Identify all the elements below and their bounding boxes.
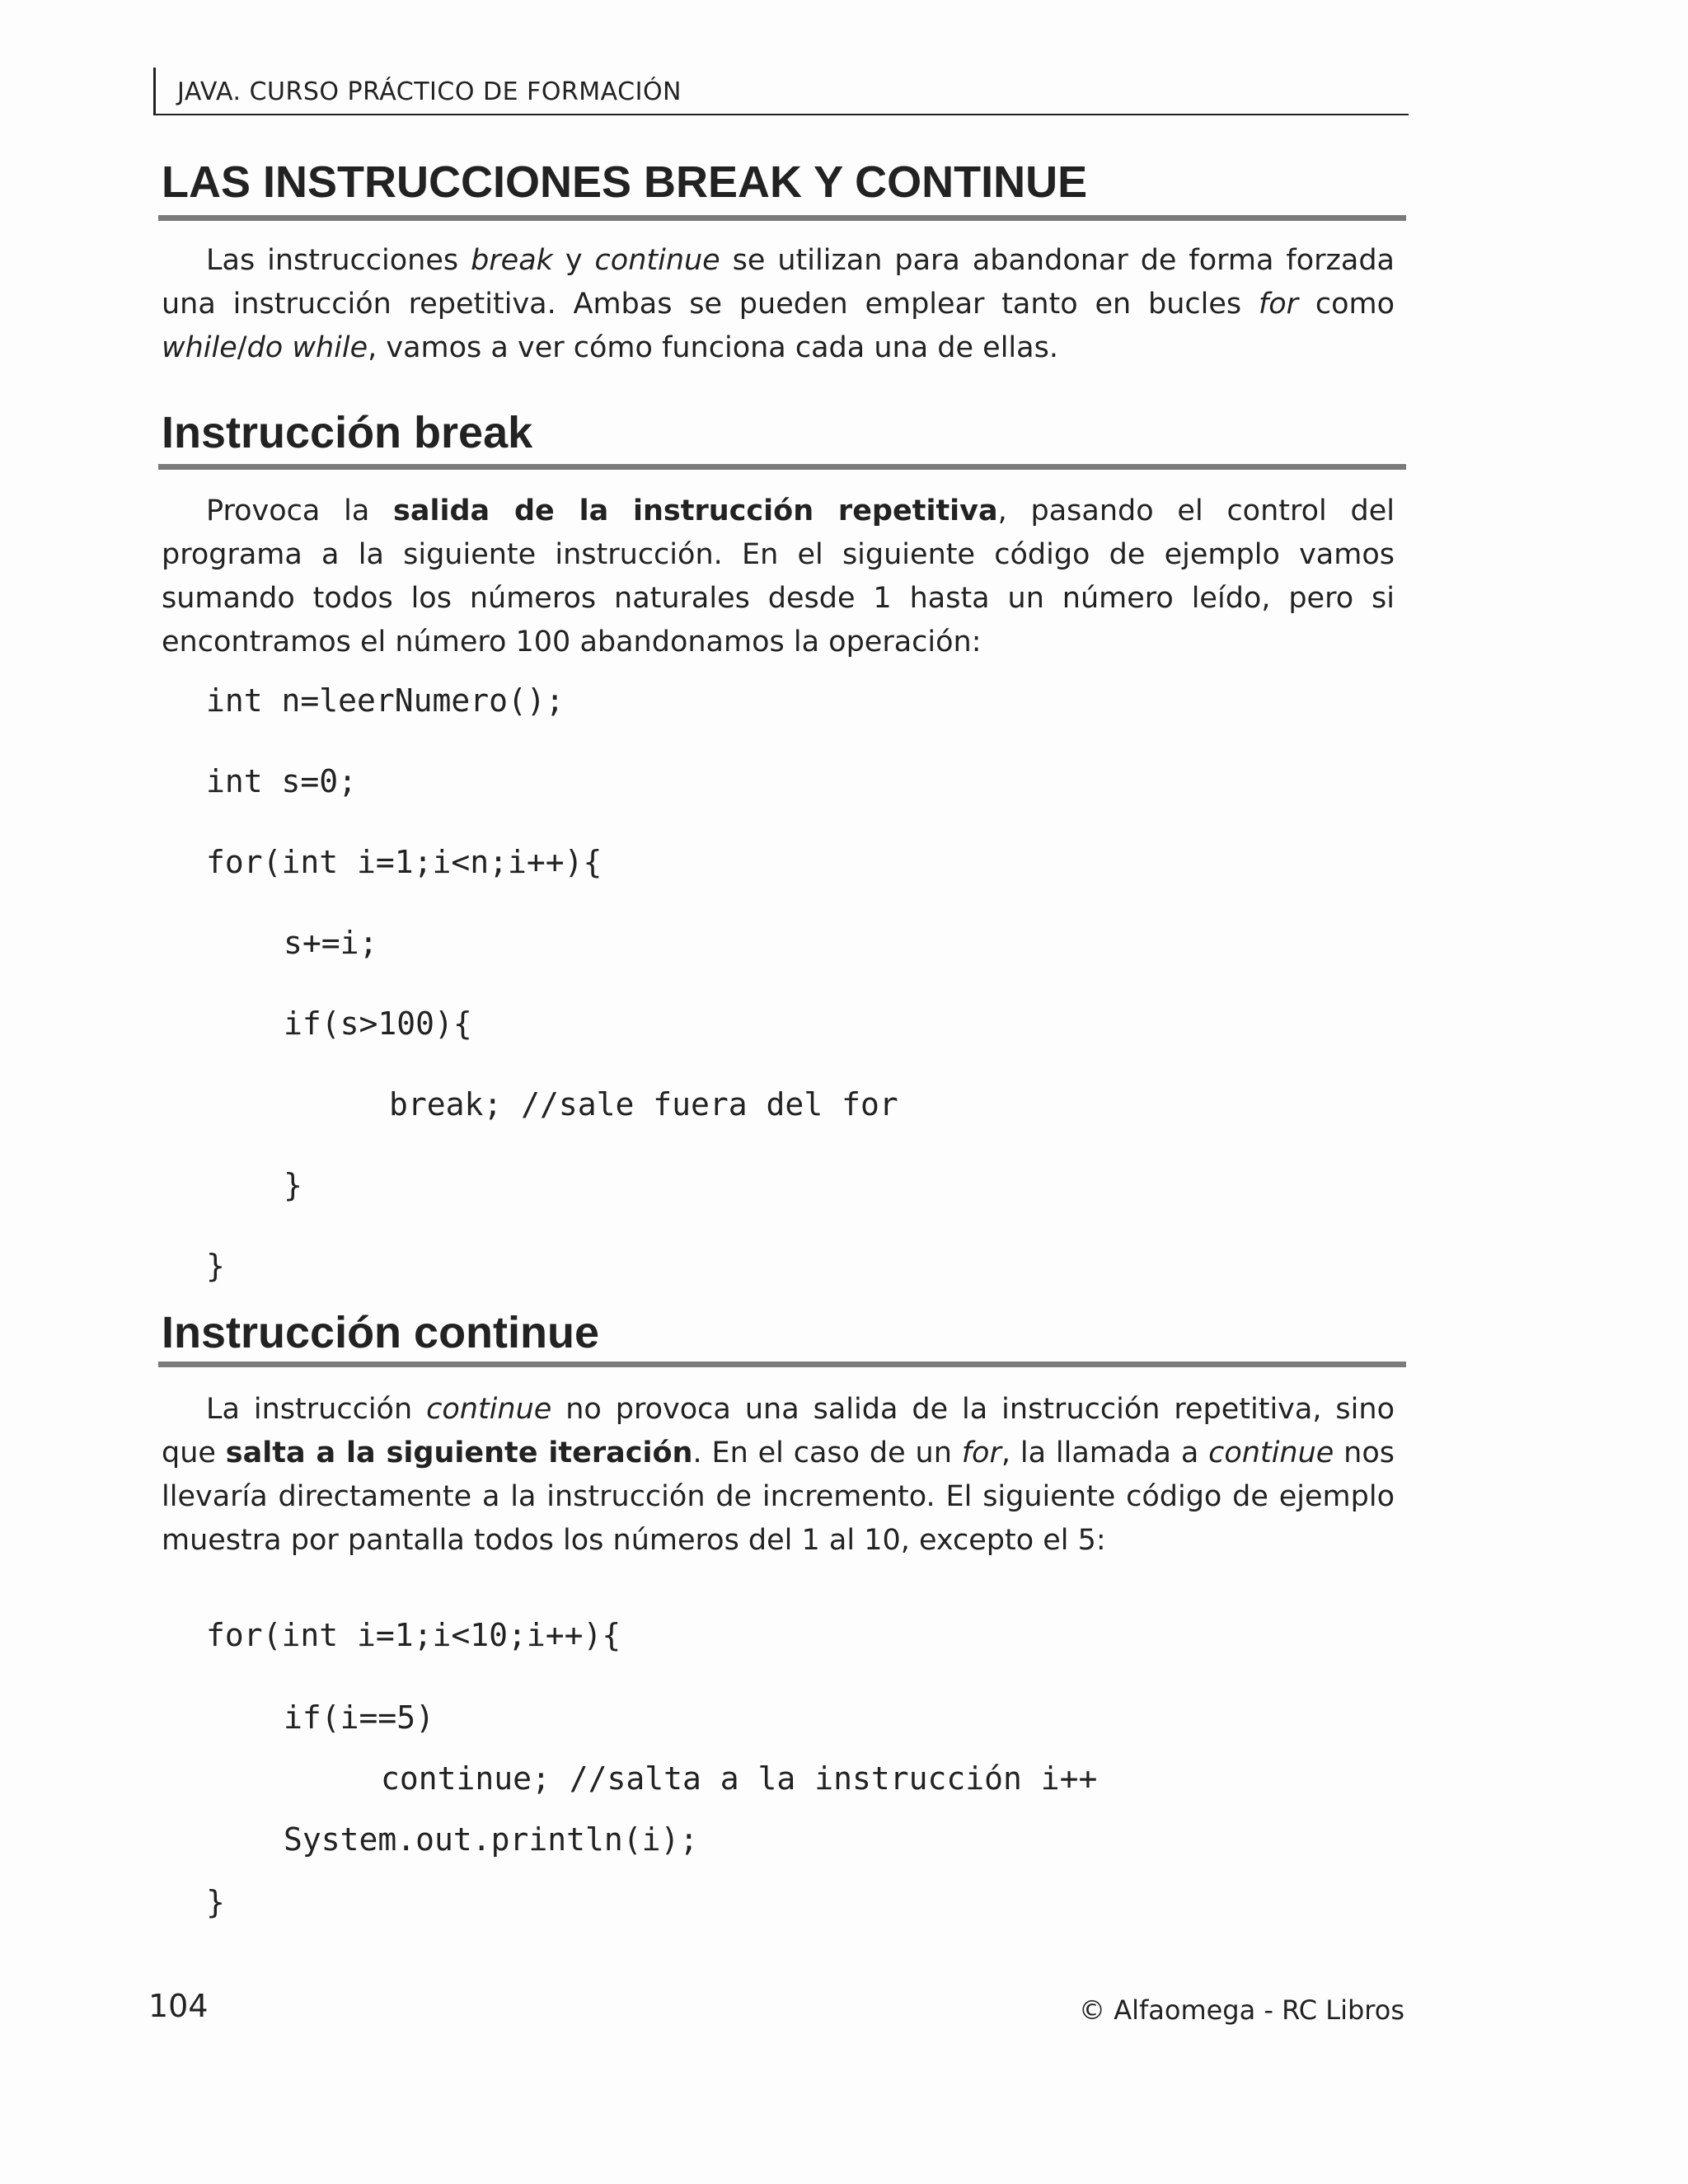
code-line: if(s>100){ <box>284 1005 472 1042</box>
intro-emphasis: for <box>1258 288 1299 321</box>
intro-text: / <box>237 331 247 364</box>
intro-text: Las instrucciones <box>206 244 471 277</box>
running-header-text: JAVA. CURSO PRÁCTICO DE FORMACIÓN <box>177 77 682 106</box>
break-section-title: Instrucción break <box>162 408 533 457</box>
code-line: break; //sale fuera del for <box>389 1086 898 1122</box>
code-line: int s=0; <box>206 763 358 799</box>
break-title-rule <box>158 464 1406 470</box>
intro-emphasis: do while <box>246 331 368 364</box>
code-line: continue; //salta a la instrucción i++ <box>381 1760 1098 1797</box>
intro-paragraph <box>162 239 1395 370</box>
continue-text: . En el caso de un <box>692 1436 962 1469</box>
code-line: for(int i=1;i<n;i++){ <box>206 844 603 880</box>
footer-copyright: © Alfaomega - RC Libros <box>1079 1994 1404 2026</box>
code-line: } <box>284 1167 302 1203</box>
intro-text: y <box>552 244 595 277</box>
section-title: LAS INSTRUCCIONES BREAK Y CONTINUE <box>162 157 1088 207</box>
intro-emphasis: while <box>162 331 237 364</box>
continue-emphasis: for <box>961 1436 1001 1469</box>
intro-text: , vamos a ver cómo funciona cada una de ellas. <box>368 331 1058 364</box>
continue-text: no provoca una salida de la instrucción repetitiva, sino que <box>162 1393 1395 1469</box>
continue-text: , la llamada a <box>1001 1436 1209 1469</box>
code-line: if(i==5) <box>284 1699 435 1736</box>
continue-title-rule <box>158 1361 1406 1367</box>
code-line: for(int i=1;i<10;i++){ <box>206 1617 621 1653</box>
continue-section-title: Instrucción continue <box>162 1308 600 1357</box>
code-line: } <box>206 1884 225 1920</box>
intro-text: como <box>1298 288 1395 321</box>
code-line: s+=i; <box>284 925 378 961</box>
running-header <box>153 68 1409 115</box>
code-line: System.out.println(i); <box>284 1821 699 1858</box>
continue-paragraph <box>162 1388 1395 1563</box>
continue-emphasis: continue <box>426 1393 552 1426</box>
page-number: 104 <box>148 1988 209 2024</box>
break-text: Provoca la <box>206 494 394 527</box>
continue-bold-text: salta a la siguiente iteración <box>225 1436 693 1469</box>
section-title-rule <box>158 215 1406 221</box>
continue-text: nos llevaría directamente a la instrucción de incremento. El siguiente código de ejemplo muestra por pantalla todos los números del 1 al 10, excepto el 5: <box>162 1436 1395 1557</box>
intro-text: se utilizan para abandonar de forma forzada una instrucción repetitiva. Ambas se pueden emplear tanto en bucles <box>162 244 1395 321</box>
intro-emphasis: continue <box>594 244 720 277</box>
break-text: , pasando el control del programa a la siguiente instrucción. En el siguiente código de ejemplo vamos sumando todos los números naturales desde 1 hasta un número leído, pero si encontramos el número 100 abandonamos la operación: <box>162 494 1395 658</box>
code-line: int n=leerNumero(); <box>206 682 565 719</box>
break-bold-text: salida de la instrucción repetitiva <box>393 494 998 527</box>
intro-emphasis: break <box>471 244 553 277</box>
break-paragraph <box>162 490 1395 664</box>
continue-emphasis: continue <box>1208 1436 1334 1469</box>
continue-text: La instrucción <box>206 1393 427 1426</box>
code-line: } <box>206 1248 225 1284</box>
